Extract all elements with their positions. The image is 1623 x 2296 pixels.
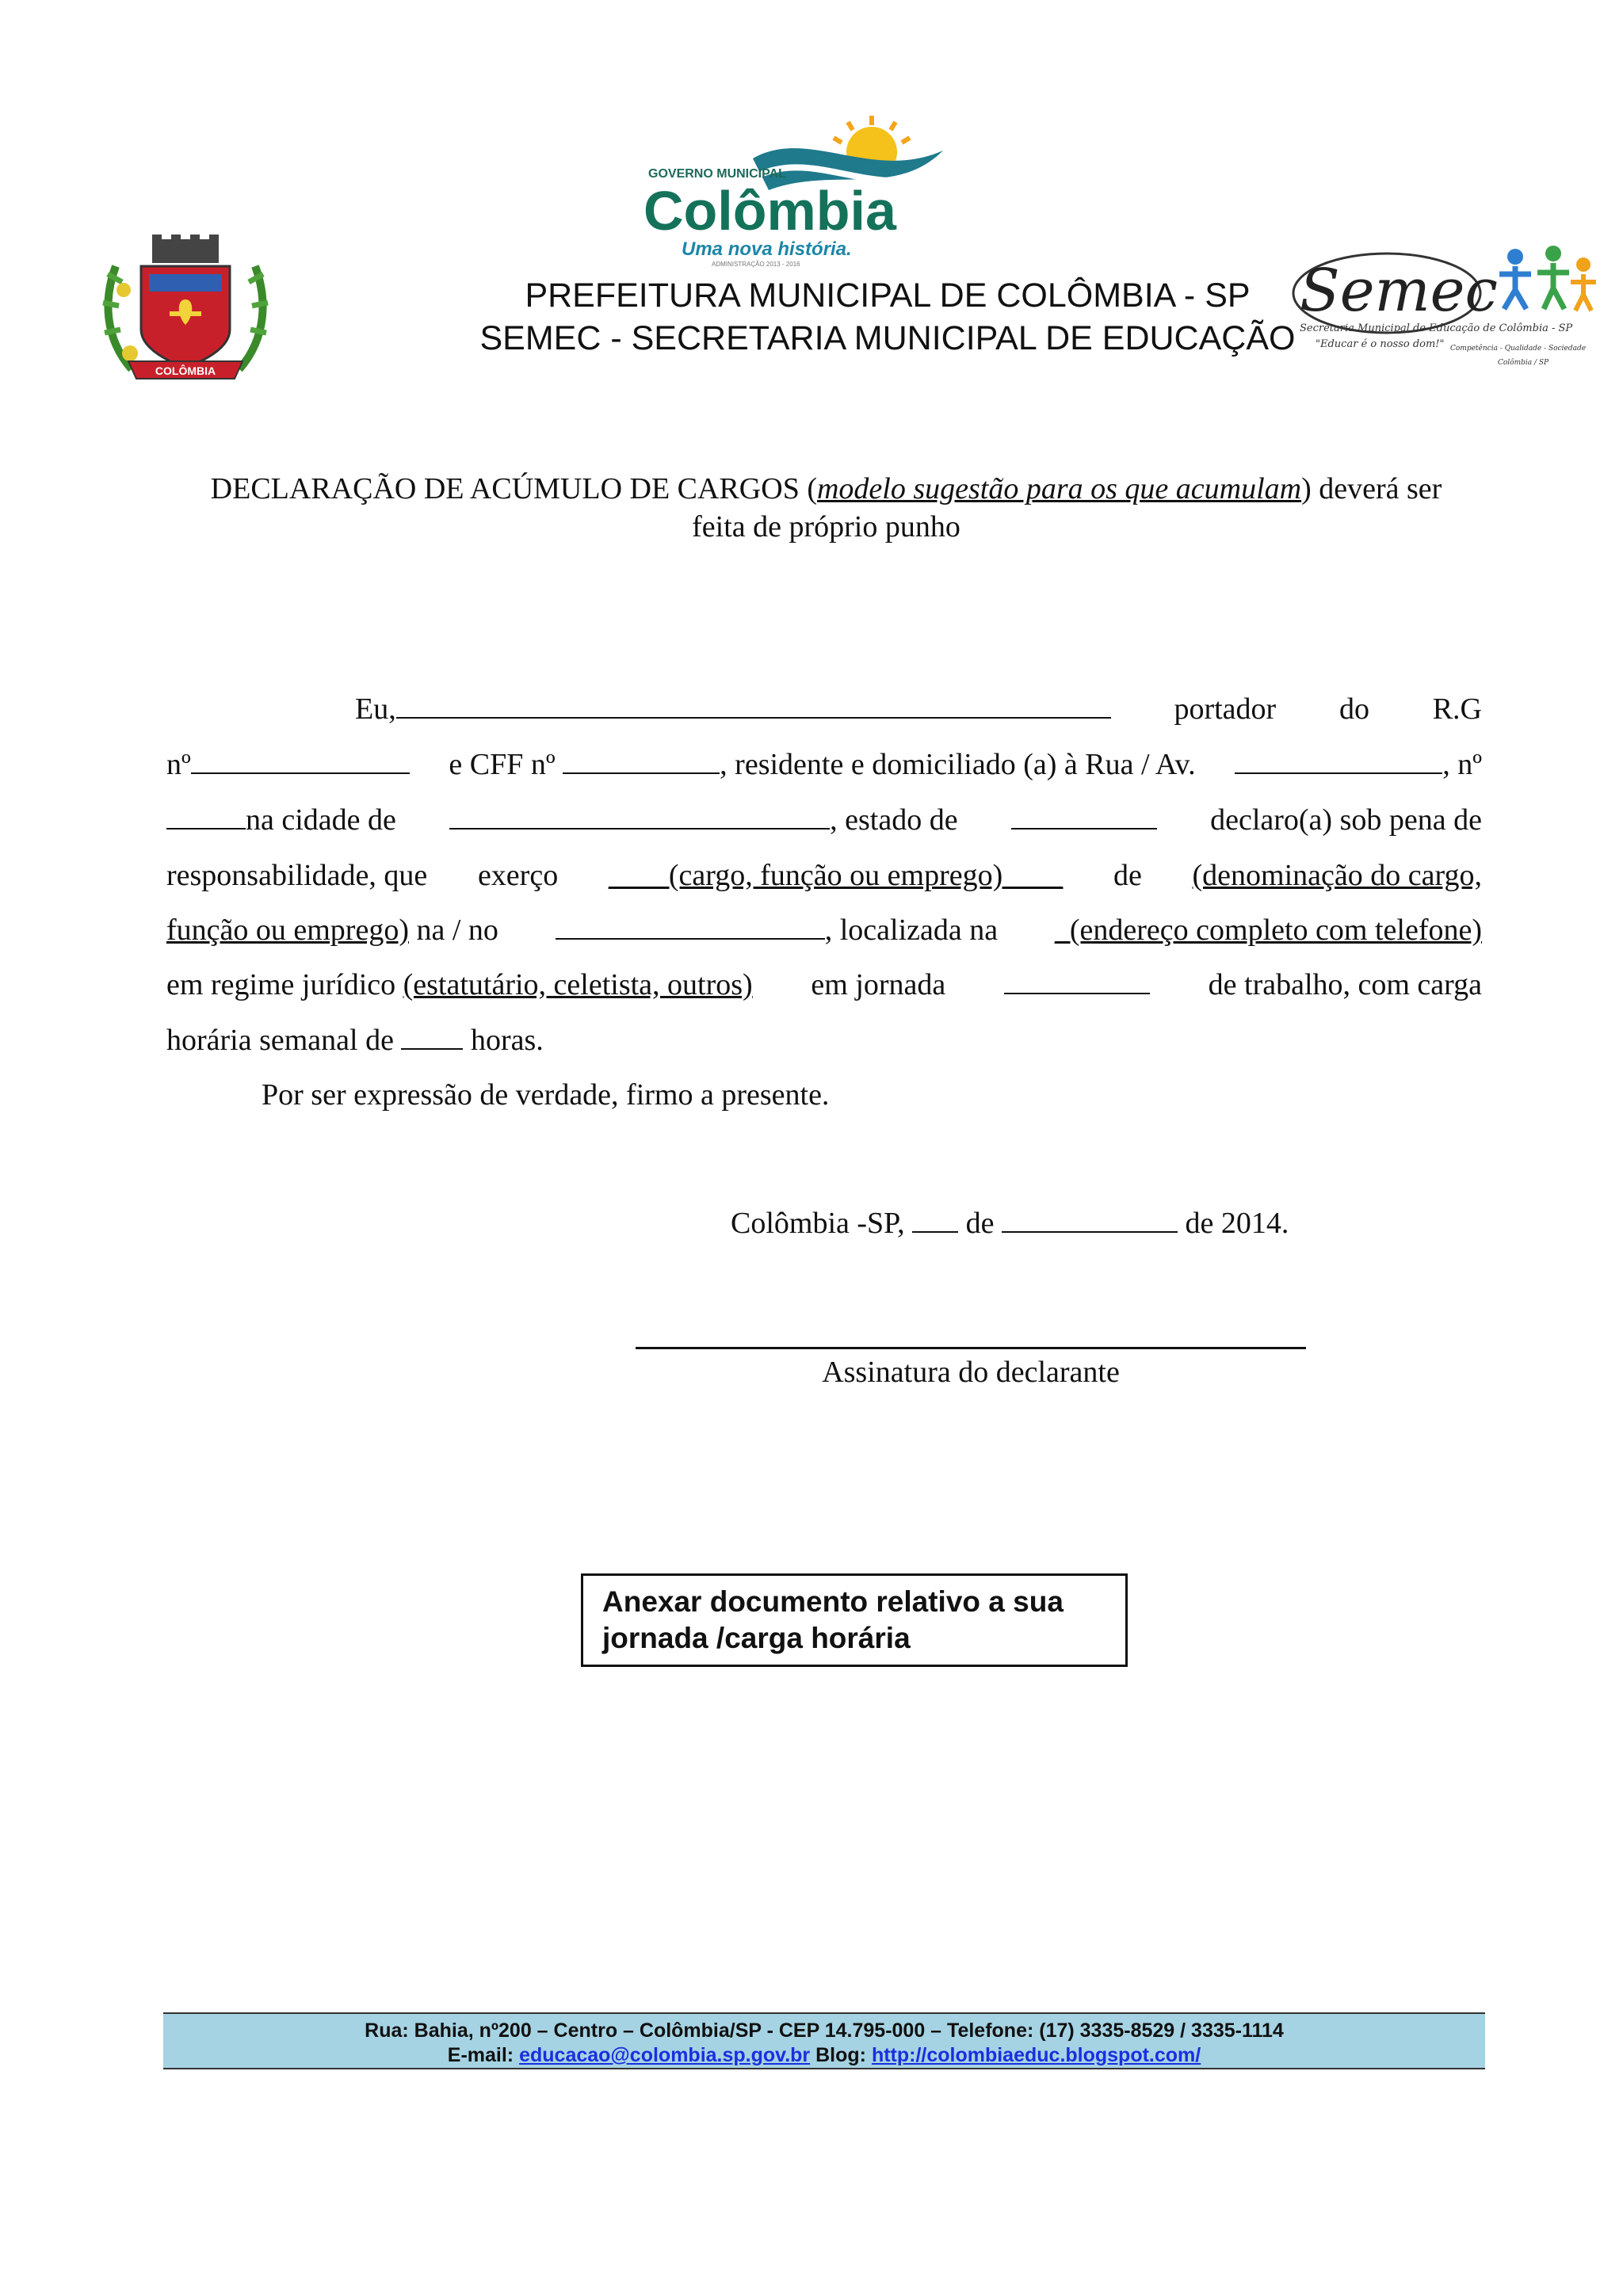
logo-tagline-text: Uma nova história. (682, 238, 852, 260)
date-city: Colômbia -SP, (731, 1207, 905, 1240)
house-number-blank[interactable] (166, 827, 246, 830)
text-portador: portador (1174, 692, 1277, 726)
logo-name-text: Colômbia (643, 180, 896, 242)
colombia-government-logo (634, 111, 951, 269)
crest-ribbon-text: COLÔMBIA (155, 364, 216, 377)
header-line-2: SEMEC - SECRETARIA MUNICIPAL DE EDUCAÇÃO (479, 319, 1296, 357)
text-residente: , residente e domiciliado (a) à Rua / Av. (720, 748, 1196, 781)
closing-text: Por ser expressão de verdade, firmo a presente. (262, 1078, 830, 1112)
text-trabalho: de trabalho, com carga (1208, 968, 1482, 1001)
text-cff: e CFF nº (449, 748, 556, 781)
text-declaro: declaro(a) sob pena de (1210, 803, 1482, 837)
text-cidade: na cidade de (246, 803, 396, 837)
cargo-field[interactable]: ____(cargo, função ou emprego)____ (608, 859, 1064, 892)
text-de: de (1113, 859, 1142, 892)
text-exerco: exerço (477, 859, 559, 892)
title-text-before: DECLARAÇÃO DE ACÚMULO DE CARGOS ( (210, 472, 817, 505)
semec-motto-text: "Educar é o nosso dom!" (1316, 338, 1445, 350)
footer-email-label: E-mail: (447, 2044, 514, 2066)
text-horas: horas. (470, 1024, 544, 1057)
title-underlined-text: modelo sugestão para os que acumulam (816, 472, 1302, 505)
date-line (731, 1206, 1289, 1241)
name-blank[interactable] (396, 716, 1111, 719)
text-rg-number-label: nº (166, 748, 191, 781)
signature-label: Assinatura do declarante (822, 1356, 1120, 1389)
body-line-7 (166, 1025, 1482, 1055)
state-blank[interactable] (1011, 827, 1157, 830)
semec-name-text: Semec (1300, 257, 1498, 325)
semec-city-text: Colômbia / SP (1498, 359, 1549, 367)
text-horaria: horária semanal de (166, 1024, 394, 1057)
month-blank[interactable] (1002, 1230, 1178, 1233)
text-localizada: , localizada na (824, 913, 999, 947)
body-line-4 (166, 860, 1482, 891)
document-title (162, 470, 1490, 546)
day-blank[interactable] (912, 1230, 958, 1233)
hours-blank[interactable] (401, 1047, 463, 1050)
footer-blog-link[interactable]: http://colombiaeduc.blogspot.com/ (871, 2044, 1201, 2066)
text-rg: R.G (1432, 692, 1482, 726)
body-line-2 (166, 749, 1482, 780)
logo-admin-text: ADMINISTRAÇÃO 2013 - 2016 (712, 261, 800, 268)
workplace-blank[interactable] (556, 937, 825, 940)
note-line-1: Anexar documento relativo a sua (602, 1585, 1064, 1618)
footer-blog-label: Blog: (815, 2044, 866, 2066)
date-de: de (965, 1207, 995, 1240)
rg-number-blank[interactable] (191, 772, 410, 774)
text-eu: Eu, (355, 692, 396, 726)
text-regime: em regime jurídico (166, 968, 396, 1001)
semec-values-text: Competência - Qualidade - Sociedade (1450, 345, 1587, 353)
attachment-note-box (581, 1573, 1128, 1667)
title-text-after: ) deverá ser (1301, 472, 1442, 505)
children-icon (1499, 246, 1596, 311)
street-blank[interactable] (1235, 772, 1442, 774)
body-line-5 (166, 915, 1482, 945)
text-number-label: , nº (1442, 748, 1482, 781)
footer-contact-bar (163, 2012, 1485, 2069)
title-line-2: feita de próprio punho (692, 510, 960, 543)
text-na-no: na / no (416, 913, 498, 947)
text-estado: , estado de (830, 803, 958, 837)
semec-logo (1284, 238, 1601, 372)
text-jornada: em jornada (811, 968, 946, 1001)
text-responsabilidade: responsabilidade, que (166, 859, 428, 892)
regime-field[interactable]: (estatutário, celetista, outros) (403, 968, 753, 1001)
logo-top-text: GOVERNO MUNICIPAL (648, 167, 786, 181)
jornada-blank[interactable] (1004, 992, 1150, 994)
date-year: de 2014. (1185, 1207, 1289, 1240)
denominacao-field[interactable]: (denominação do cargo, (1192, 859, 1482, 892)
municipal-crest-logo (100, 235, 271, 385)
signature-line[interactable] (636, 1347, 1306, 1349)
footer-email-link[interactable]: educacao@colombia.sp.gov.br (519, 2044, 811, 2066)
semec-subtitle-text: Secretaria Municipal de Educação de Colômbia - SP (1300, 322, 1573, 334)
body-line-3 (166, 805, 1482, 835)
header-line-1: PREFEITURA MUNICIPAL DE COLÔMBIA - SP (525, 277, 1251, 315)
body-line-6 (166, 970, 1482, 1000)
city-blank[interactable] (449, 827, 830, 830)
body-line-1 (355, 694, 1482, 724)
text-do: do (1338, 692, 1369, 726)
cff-blank[interactable] (563, 772, 720, 774)
footer-address: Rua: Bahia, nº200 – Centro – Colômbia/SP - CEP 14.795-000 – Telefone: (17) 3335-8529 / 3335-1114 (365, 2019, 1284, 2042)
funcao-field[interactable]: função ou emprego) (166, 913, 409, 947)
note-line-2: jornada /carga horária (602, 1622, 911, 1654)
endereco-field[interactable]: _(endereço completo com telefone) (1054, 913, 1482, 947)
